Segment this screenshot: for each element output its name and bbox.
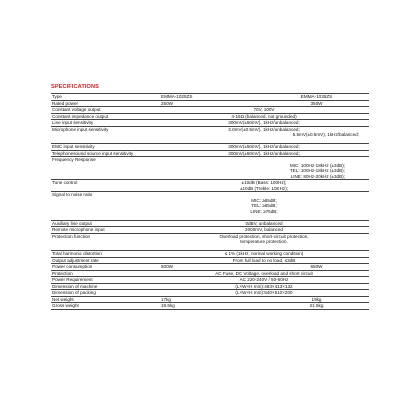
row-value-model-2: 650W xyxy=(264,264,369,271)
row-value-model-1: 500W xyxy=(159,264,264,271)
row-value: AC 220-240V / 50-60Hz xyxy=(159,277,369,284)
row-value: LINE: 80Hz-20kHz (±3dB); xyxy=(159,174,369,180)
row-value-model-2: 350W xyxy=(264,100,369,107)
row-label: Line input sensitivity xyxy=(51,120,159,127)
row-value-model-1: 17kg xyxy=(159,296,264,303)
row-value: AC Fuse, DC Voltage, overload and short circuit xyxy=(159,270,369,277)
row-value: (L×W×H mm):483×413×132 xyxy=(159,283,369,290)
row-value: From full load to no load, ≤3dB xyxy=(159,257,369,264)
row-value: MIC: 100Hz-18kHz (±3dB); xyxy=(289,162,345,168)
model-2-name: EMMA-1035ZS xyxy=(264,94,369,101)
row-label: Constant impedance output xyxy=(51,113,159,120)
row-label: Rated power xyxy=(51,100,159,107)
row-label: Protection xyxy=(51,270,159,277)
row-value: ±10dB (Bass: 100Hz); xyxy=(241,180,287,185)
row-value: 300mV(±50mV), 1kHz/unbalanced; xyxy=(159,144,369,151)
row-label: Constant voltage output xyxy=(51,107,159,114)
row-label: Remote microphone input xyxy=(51,227,159,234)
row-value: 0dBV, unbalanced xyxy=(159,220,369,227)
row-label: Telephonesound source input sensitivity xyxy=(51,150,159,157)
row-value: TEL: 100Hz-18kHz (±3dB); xyxy=(289,168,345,173)
row-label: Dimension of packing xyxy=(51,290,159,297)
row-label: EMC input sensitivity xyxy=(51,144,159,151)
row-value: ±10dB (Treble: 10KHz); xyxy=(159,186,369,192)
row-value: (L×W×H mm):540×510×200 xyxy=(159,290,369,297)
row-label: Total harmonic distortion xyxy=(51,251,159,258)
row-value: temperature protection. xyxy=(240,239,288,244)
row-value-model-1: 19.5kg xyxy=(159,303,264,310)
row-label: Tune control xyxy=(52,180,78,185)
specifications-title: SPECIFICATIONS xyxy=(51,84,99,90)
row-label: Dimension of machine xyxy=(51,283,159,290)
row-value: ≤ 1% (1kHz, normal working condition) xyxy=(159,251,369,258)
row-value: 300mV(±50mV), 1kHz/unbalanced; xyxy=(159,150,369,157)
row-value: 3.0mV(±0.5mV), 1kHz/unbalanced; xyxy=(228,126,300,132)
row-label: Type xyxy=(51,94,159,101)
row-label: Power Requirement xyxy=(51,277,159,284)
row-label: Net weight xyxy=(51,296,159,303)
row-value-model-1: 250W xyxy=(159,100,264,107)
row-label: Auxiliary line output xyxy=(51,220,159,227)
row-value: TEL: ≥65dB; xyxy=(251,203,277,208)
row-value: 2000mV, balanced xyxy=(159,227,369,234)
row-value-model-2: 19kg xyxy=(264,296,369,303)
row-value: 4-16Ω (balanced, not grounded) xyxy=(159,113,369,120)
row-label: Frequency Response xyxy=(52,157,96,162)
row-label: Microphone input sensitivity xyxy=(52,126,109,132)
row-value: MIC: ≥55dB; xyxy=(251,197,277,203)
row-value: 300mV(±50mV), 1kHz/unbalanced; xyxy=(159,120,369,127)
row-label: Protection function xyxy=(52,233,91,239)
row-value-model-2: 21.5kg xyxy=(264,303,369,310)
row-value: Overload protection, short-circuit protection, xyxy=(219,233,309,239)
table-row xyxy=(51,303,369,310)
row-label: Signal to noise ratio xyxy=(52,192,93,197)
row-value: LINE: ≥75dB; xyxy=(250,208,278,214)
row-label: Power consumption xyxy=(51,264,159,271)
spec-sheet xyxy=(51,84,369,310)
row-value: 5.5mV(±0.5mV), 1kHz/balanced; xyxy=(292,132,359,137)
spec-table xyxy=(51,93,369,310)
model-1-name: EMMA-1025ZS xyxy=(159,94,264,101)
row-label: Output adjustment rate xyxy=(51,257,159,264)
row-label: Gross weight xyxy=(51,303,159,310)
row-value: 70V, 100V xyxy=(159,107,369,114)
